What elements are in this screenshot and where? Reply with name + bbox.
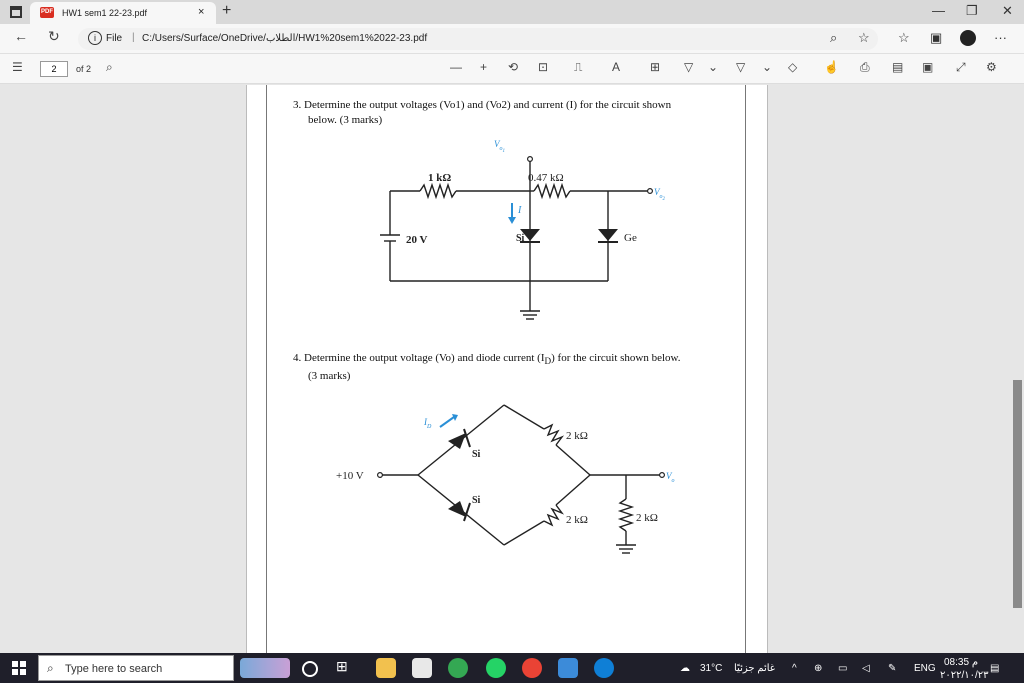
back-arrow-icon[interactable]: ←	[14, 28, 28, 44]
chevron-up-icon[interactable]: ^	[792, 663, 797, 674]
question-4	[293, 351, 681, 384]
whatsapp-icon[interactable]	[486, 658, 506, 678]
page-border-left	[266, 85, 267, 653]
collections-icon[interactable]: ▣	[930, 30, 943, 45]
touch-icon[interactable]: ☝	[824, 60, 839, 74]
scrollbar-thumb[interactable]	[1013, 380, 1022, 608]
chrome-profile-icon[interactable]	[522, 658, 542, 678]
contents-icon[interactable]: ☰	[12, 60, 23, 74]
question-number: 4.	[293, 352, 302, 364]
clock-time[interactable]: 08:35 م	[944, 657, 979, 668]
search-highlight-image[interactable]	[240, 658, 290, 678]
document-viewport[interactable]	[0, 85, 1024, 653]
url-text[interactable]: C:/Users/Surface/OneDrive/الطلاب/HW1%20sem1%2022-23.pdf	[142, 33, 428, 44]
question-text-line2: (3 marks)	[308, 370, 351, 383]
task-view-icon[interactable]: ⊞	[336, 658, 348, 674]
pdf-icon: PDF	[40, 7, 54, 18]
vo1-label: $V_{o1}$	[494, 139, 505, 154]
erase-icon[interactable]: ◇	[788, 60, 798, 74]
page-number-input[interactable]: 2	[40, 61, 68, 77]
tab-title: HW1 sem1 22-23.pdf	[62, 8, 148, 18]
chevron-down-icon[interactable]: ⌄	[762, 60, 773, 74]
info-icon[interactable]: i	[88, 31, 102, 45]
question-text: Determine the output voltages (Vo1) and (Vo2) and current (I) for the circuit shown	[304, 99, 672, 111]
edge-icon[interactable]	[594, 658, 614, 678]
rotate-icon[interactable]: ⟲	[508, 60, 519, 74]
id-label: $I_D$	[424, 417, 432, 430]
search-icon: ⌕	[47, 661, 54, 675]
read-aloud-icon[interactable]: A	[612, 60, 621, 74]
page-count: of 2	[76, 64, 92, 74]
circuit-diagram-1	[370, 131, 690, 331]
vo1-terminal	[528, 157, 533, 162]
photos-icon[interactable]	[558, 658, 578, 678]
diode2-label: Ge	[624, 232, 637, 244]
save-icon[interactable]: ▤	[892, 60, 904, 74]
store-icon[interactable]	[412, 658, 432, 678]
network-icon[interactable]: ⊕	[814, 663, 823, 674]
current-arrowhead	[508, 217, 516, 224]
find-icon[interactable]: ⌕	[106, 60, 113, 74]
page-view-icon[interactable]: ⎍	[574, 60, 583, 74]
current-label: I	[518, 205, 522, 216]
question-text-end: ) for the circuit shown below.	[551, 352, 681, 364]
battery-icon[interactable]: ▭	[838, 663, 848, 674]
vo2-terminal	[648, 189, 653, 194]
refresh-icon[interactable]: ↻	[48, 28, 60, 44]
cortana-icon[interactable]	[302, 661, 318, 677]
circuit-diagram-2	[330, 395, 690, 575]
d2-label: Si	[472, 495, 481, 506]
new-tab-button[interactable]: +	[222, 2, 232, 19]
weather-icon[interactable]: ☁	[680, 663, 690, 674]
settings-gear-icon[interactable]: ⚙	[986, 60, 997, 74]
page-border-right	[745, 85, 746, 653]
file-label: File	[106, 33, 123, 44]
highlight-icon[interactable]: ▽	[684, 60, 694, 74]
question-text-line2: below. (3 marks)	[308, 114, 383, 126]
add-text-icon[interactable]: ⊞	[650, 60, 661, 74]
notifications-icon[interactable]: ▤	[990, 663, 1000, 674]
tab-close-icon[interactable]: ×	[198, 6, 205, 18]
language-indicator[interactable]: ENG	[914, 663, 936, 674]
r1-label: 1 kΩ	[428, 172, 452, 184]
favorite-add-icon[interactable]: ☆	[858, 30, 870, 45]
minimize-button[interactable]: —	[932, 3, 945, 18]
zoom-out-button[interactable]: —	[450, 60, 462, 74]
weather-temp[interactable]: 31°C	[700, 663, 723, 674]
chevron-down-icon[interactable]: ⌄	[708, 60, 719, 74]
favorites-icon[interactable]: ☆	[898, 30, 910, 45]
vo-label: $V_o$	[666, 471, 675, 484]
r2-label: 0.47 kΩ	[528, 172, 564, 184]
input-terminal	[378, 473, 383, 478]
start-button[interactable]	[12, 661, 26, 675]
search-placeholder: Type here to search	[65, 663, 163, 675]
print-icon[interactable]: ⎙	[860, 60, 870, 74]
r-top-label: 2 kΩ	[566, 430, 588, 442]
fit-page-icon[interactable]: ⊡	[538, 60, 549, 74]
vo2-label: $V_{o2}$	[654, 187, 665, 202]
window-menu-icon[interactable]	[10, 6, 22, 18]
weather-text[interactable]: غائم جزئيًا	[734, 663, 776, 674]
search-icon[interactable]: ⌕	[830, 30, 838, 45]
question-number: 3.	[293, 99, 302, 111]
vo-terminal	[660, 473, 665, 478]
address-separator: |	[132, 32, 135, 43]
close-window-button[interactable]: ✕	[1002, 3, 1013, 18]
profile-avatar[interactable]	[960, 30, 976, 46]
restore-button[interactable]: ❐	[966, 3, 978, 18]
draw-icon[interactable]: ▽	[736, 60, 746, 74]
id-arrow	[440, 417, 454, 427]
question-3	[293, 98, 671, 128]
question-text: Determine the output voltage (Vo) and diode current (I	[304, 352, 545, 364]
save-as-icon[interactable]: ▣	[922, 60, 934, 74]
clock-date[interactable]: ٢٠٢٢/١٠/٢٣	[940, 670, 989, 681]
pen-icon[interactable]: ✎	[888, 663, 897, 674]
expand-icon[interactable]: ⤢	[956, 60, 966, 74]
file-explorer-icon[interactable]	[376, 658, 396, 678]
zoom-in-button[interactable]: +	[480, 60, 488, 74]
address-bar[interactable]	[78, 28, 878, 50]
r-bottom-label: 2 kΩ	[566, 514, 588, 526]
title-bar	[0, 0, 1024, 24]
chrome-icon[interactable]	[448, 658, 468, 678]
more-icon[interactable]: ···	[994, 30, 1007, 45]
diode1-label: Si	[516, 233, 525, 244]
tab-pdf[interactable]	[30, 2, 216, 24]
d1-label: Si	[472, 449, 481, 460]
question-text-sub: D	[544, 356, 552, 367]
input-label: +10 V	[336, 470, 364, 482]
r-load-label: 2 kΩ	[636, 512, 658, 524]
volume-icon[interactable]: ◁	[862, 663, 870, 674]
taskbar-search[interactable]	[38, 655, 234, 681]
source-label: 20 V	[406, 234, 428, 246]
